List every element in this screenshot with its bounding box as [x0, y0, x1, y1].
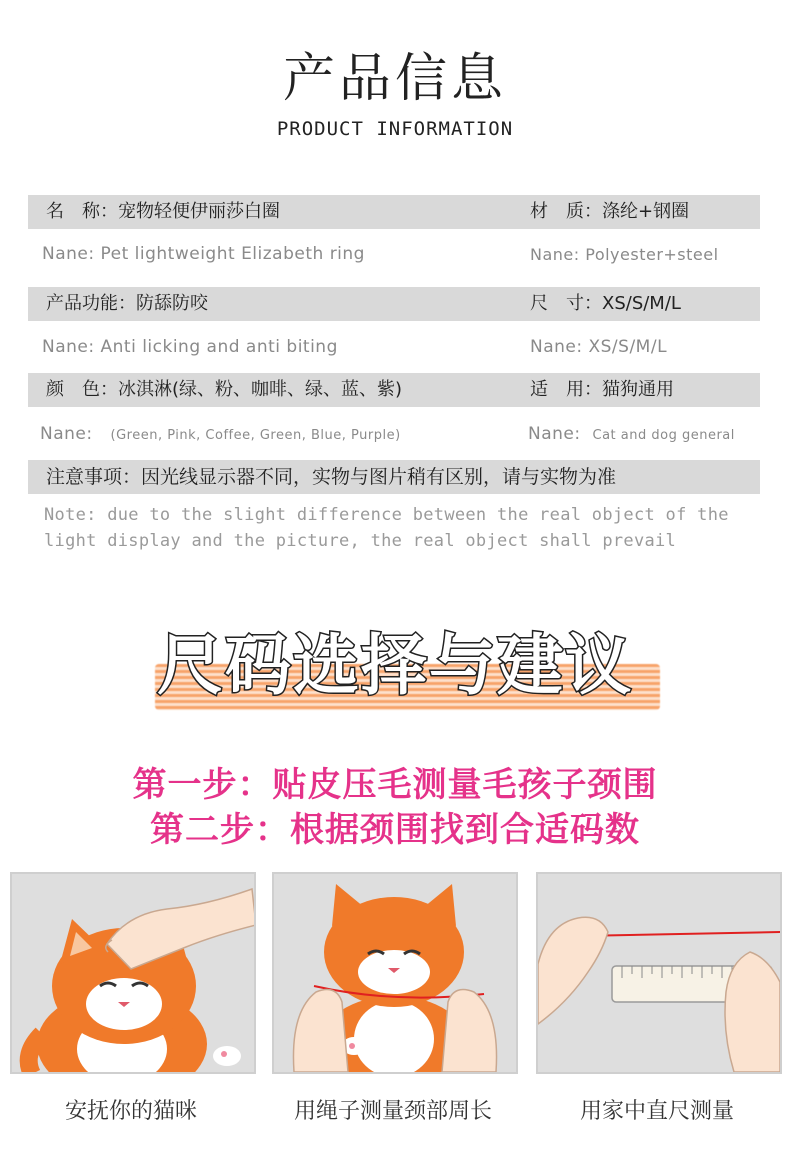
- rope-measure-illustration: [274, 874, 516, 1072]
- size-label: 尺 寸：XS/S/M/L: [530, 293, 681, 314]
- note-line-2: light display and the picture, the real object shall prevail: [44, 531, 677, 551]
- suitable-en: [528, 424, 735, 444]
- page-subtitle: PRODUCT INFORMATION: [276, 118, 514, 140]
- note-line-1: Note: due to the slight difference between the real object of the: [44, 505, 729, 525]
- info-bar-2: [28, 287, 760, 321]
- step-1: 第一步：贴皮压毛测量毛孩子颈围: [132, 765, 658, 805]
- function-en: Nane: Anti licking and anti biting: [42, 337, 338, 357]
- hand-icon: [725, 952, 780, 1072]
- info-bar-1: [28, 195, 760, 229]
- hand-icon: [538, 917, 608, 1024]
- color-en: [40, 424, 401, 444]
- size-en: Nane: XS/S/M/L: [530, 337, 668, 357]
- notice-label: 注意事项：因光线显示器不同，实物与图片稍有区别，请与实物为准: [46, 466, 617, 488]
- caption-ruler: 用家中直尺测量: [579, 1099, 734, 1124]
- name-en: Nane: Pet lightweight Elizabeth ring: [42, 244, 365, 264]
- function-label: 产品功能：防舔防咬: [46, 293, 208, 314]
- material-label: 材 质：涤纶+钢圈: [530, 201, 690, 222]
- page-title: 产品信息: [282, 49, 507, 109]
- notice-bar: [28, 460, 760, 494]
- name-label: 名 称：宠物轻便伊丽莎白圈: [46, 201, 280, 222]
- panel-ruler: [536, 872, 782, 1074]
- suitable-en-text: Cat and dog general: [592, 428, 735, 443]
- color-en-prefix: Nane:: [40, 424, 93, 444]
- material-en: Nane: Polyester+steel: [530, 245, 719, 264]
- step-2: 第二步：根据颈围找到合适码数: [150, 810, 640, 850]
- panel-rope: [272, 872, 518, 1074]
- color-label: 颜 色：冰淇淋(绿、粉、咖啡、绿、蓝、紫): [46, 379, 403, 400]
- info-bar-3: [28, 373, 760, 407]
- suitable-label: 适 用：猫狗通用: [530, 379, 674, 400]
- petting-cat-illustration: [12, 874, 254, 1072]
- ruler-measure-illustration: [538, 874, 780, 1072]
- size-guide-banner: 尺码选择与建议: [157, 627, 633, 704]
- caption-pet-cat: 安抚你的猫咪: [64, 1099, 197, 1124]
- caption-rope: 用绳子测量颈部周长: [293, 1099, 492, 1124]
- suitable-en-prefix: Nane:: [528, 424, 581, 444]
- panel-pet-cat: [10, 872, 256, 1074]
- color-en-list: (Green, Pink, Coffee, Green, Blue, Purple): [110, 428, 401, 443]
